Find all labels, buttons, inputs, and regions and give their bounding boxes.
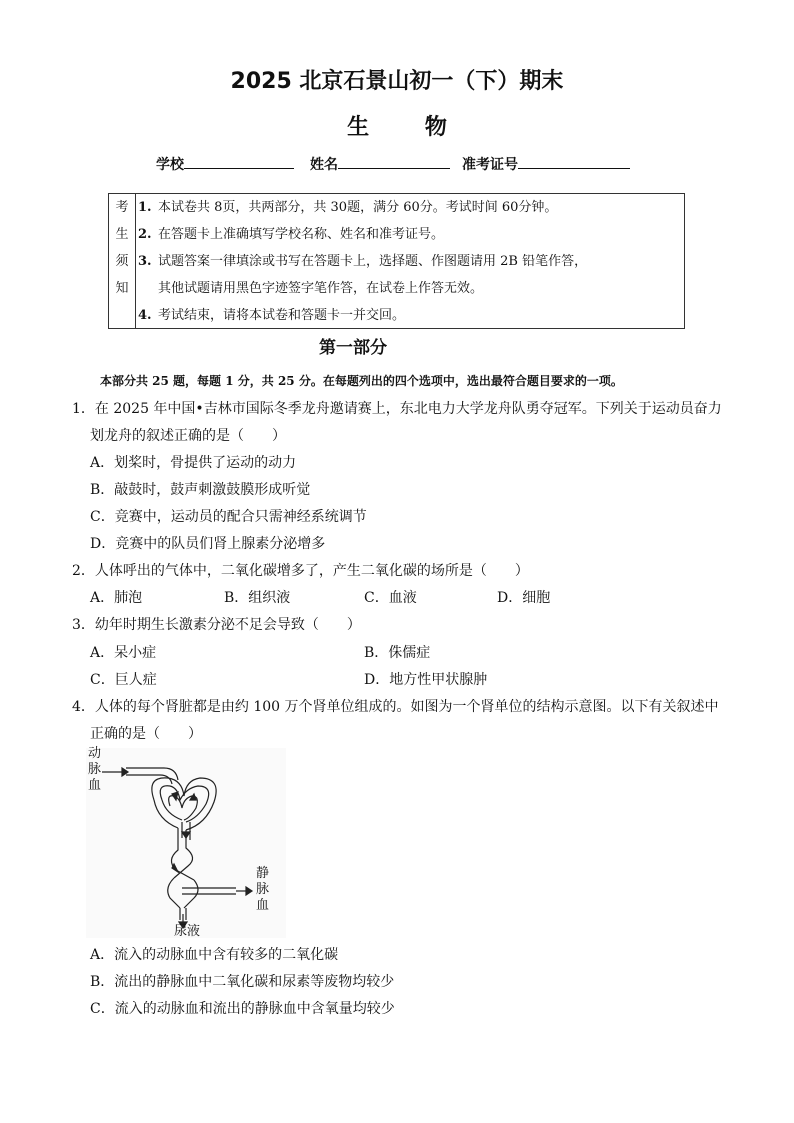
notice-side-label — [109, 194, 136, 328]
question-3-stem: 3．幼年时期生长激素分泌不足会导致（ ） — [72, 617, 361, 633]
question-1-stem-cont: 划龙舟的叙述正确的是（ ） — [90, 428, 286, 444]
exam-number-field — [462, 154, 630, 174]
question-2-stem: 2．人体呼出的气体中，二氧化碳增多了，产生二氧化碳的场所是（ ） — [72, 563, 529, 579]
notice-item: 4. 考试结束，请将本试卷和答题卡一并交回。 — [138, 308, 406, 323]
notice-item: 1. 本试卷共 8页，共两部分，共 30题，满分 60分。考试时间 60分钟。 — [138, 200, 558, 215]
question-1-option-d[interactable]: D．竞赛中的队员们肾上腺素分泌增多 — [90, 536, 326, 552]
notice-item: 3. 试题答案一律填涂或书写在答题卡上，选择题、作图题请用 2B 铅笔作答， — [138, 254, 588, 269]
notice-item: 2. 在答题卡上准确填写学校名称、姓名和准考证号。 — [138, 227, 445, 242]
urine-label: 尿液 — [174, 924, 201, 939]
school-blank[interactable] — [184, 154, 294, 169]
question-1-option-b[interactable]: B．敲鼓时，鼓声刺激鼓膜形成听觉 — [90, 482, 311, 498]
question-1-option-c[interactable]: C．竞赛中，运动员的配合只需神经系统调节 — [90, 509, 367, 525]
question-2-option-b[interactable]: B．组织液 — [224, 590, 291, 606]
section-description: 本部分共 25 题，每题 1 分，共 25 分。在每题列出的四个选项中，选出最符合题目要求的一项。 — [100, 374, 623, 388]
question-3-option-b[interactable]: B．侏儒症 — [364, 645, 431, 661]
question-2-option-c[interactable]: C．血液 — [364, 590, 417, 606]
question-3-option-a[interactable]: A．呆小症 — [90, 645, 157, 661]
exam-number-label: 准考证号 — [462, 157, 518, 173]
subject-char-2: 物 — [424, 114, 447, 140]
question-4-stem-cont: 正确的是（ ） — [90, 726, 202, 742]
section-title: 第一部分 — [319, 338, 387, 358]
notice-side-char: 知 — [115, 281, 129, 296]
notice-side-char: 须 — [115, 254, 129, 269]
question-3-option-c[interactable]: C．巨人症 — [90, 672, 157, 688]
subject-char-1: 生 — [347, 114, 370, 140]
question-2-option-d[interactable]: D．细胞 — [497, 590, 551, 606]
notice-side-char: 考 — [115, 200, 129, 215]
name-field — [310, 154, 450, 174]
question-4-option-b[interactable]: B．流出的静脉血中二氧化碳和尿素等废物均较少 — [90, 974, 395, 990]
notice-side-char: 生 — [115, 227, 129, 242]
question-1-option-a[interactable]: A．划桨时，骨提供了运动的动力 — [90, 455, 297, 471]
question-3-option-d[interactable]: D．地方性甲状腺肿 — [364, 672, 488, 688]
vein-blood-label: 静 脉 血 — [256, 866, 270, 913]
notice-item: 其他试题请用黑色字迹签字笔作答，在试卷上作答无效。 — [158, 281, 484, 296]
question-2-option-a[interactable]: A．肺泡 — [90, 590, 143, 606]
question-4-stem: 4．人体的每个肾脏都是由约 100 万个肾单位组成的。如图为一个肾单位的结构示意图。以下有关叙述中 — [72, 699, 719, 715]
question-4-option-a[interactable]: A．流入的动脉血中含有较多的二氧化碳 — [90, 947, 339, 963]
candidate-notice-box — [108, 193, 685, 329]
artery-blood-label: 动 脉 血 — [88, 746, 102, 793]
school-field — [156, 154, 294, 174]
question-1-stem: 1．在 2025 年中国•吉林市国际冬季龙舟邀请赛上，东北电力大学龙舟队勇夺冠军。下列关于运动员奋力 — [72, 401, 722, 417]
exam-title: 2025 北京石景山初一（下）期末 — [230, 69, 564, 94]
subject-title — [0, 110, 794, 141]
nephron-diagram — [86, 748, 286, 938]
question-4-option-c[interactable]: C．流入的动脉血和流出的静脉血中含氧量均较少 — [90, 1001, 395, 1017]
exam-number-blank[interactable] — [518, 154, 630, 169]
name-label: 姓名 — [310, 157, 338, 173]
school-label: 学校 — [156, 157, 184, 173]
name-blank[interactable] — [338, 154, 450, 169]
